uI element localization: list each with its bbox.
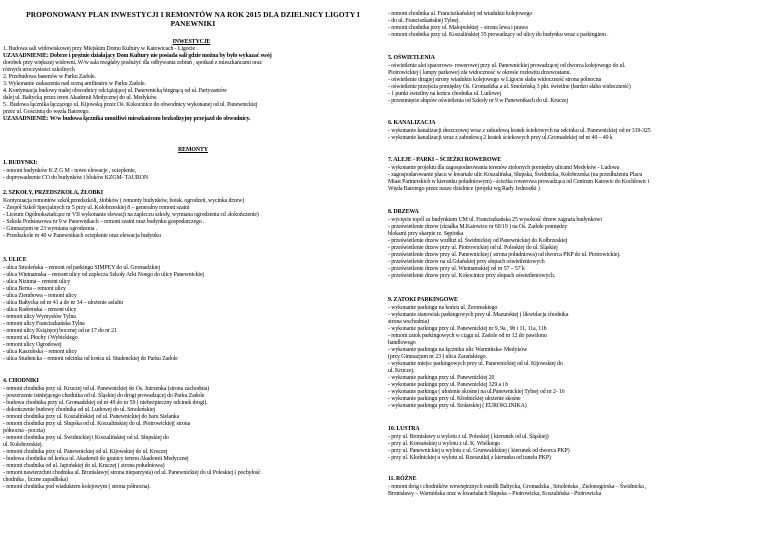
drzewa-line: - prześwietlenie drzew (działka M.Katowice nr 60/19 ) na Oś. Zadole pomiędzy xyxy=(388,224,568,230)
chodniki-line: - remont chodnika przy ul. Koszalińskiej od ul. Panewnickiej do baru Sielanka xyxy=(3,414,180,420)
budynki-line: - remont budynków K Z G M - nowe elewacje , ocieplenie, xyxy=(3,168,136,174)
ulice-line: - remont ulicy Wymysłów Tylna xyxy=(3,314,76,320)
chodniki-cont-line: - remont chodnika przy ul. Koszalińskiej 35 prowadzący od ulicy do budynku wraz z parkingiem . xyxy=(388,32,609,38)
parkingi-line: - wykonanie miejsc parkingowych przy ul. Panewnickiej od ul. Kijowskiej do xyxy=(388,361,563,367)
inwestycje-line: różnych uroczystości szkolnych xyxy=(3,67,75,73)
chodniki-cont-line: - remont chodnika ul. Franciszkańskiej od wiaduktu kolejowego xyxy=(388,11,533,17)
ulice-line: - ulica Bałtycka od nr 41 a do nr 34 – ułożenie asfaltu xyxy=(3,300,124,306)
drzewa-line: - prześwietlenie drzew przy ul. Piotrowickiej od ul. Poleskiej do ul. Śląskiej xyxy=(388,245,558,251)
inwestycje-line: 5 . Budowa łącznika łączącego ul. Kijowską przez Oś. Kokocinice do obwodnicy wykonanej od ul. Panewnickiej xyxy=(3,102,258,108)
ulice-line: - remont ulicy Franciszkańska Tylna xyxy=(3,321,85,327)
ulice-line: - remont ul. Płochy i Wybickiego xyxy=(3,335,78,341)
szkoly-heading: 2. SZKOŁY, PRZEDSZKOLA, ŻŁOBKI xyxy=(3,190,103,196)
ulice-line: - remont ulicy Książęcej bocznej od nr 17 do nr 21 xyxy=(3,328,117,334)
drzewa-line: blokami przy skarpie rz. Sępiotka xyxy=(388,231,464,237)
aleje-line: Węzła Batorego przez nasze dzielnice (projekt wg Rady Jednostki ) xyxy=(388,186,540,192)
szkoly-line: Kontynuacja remontów szkół,przedszkoli, żłobków ( remonty budynków, boisk. ogrodzeń, wycinka drzew) xyxy=(3,198,245,204)
oswietlenia-line: - oświetlenie alei spacerowo- rowerowej przy ul. Panewnickiej prowadzącej od dworca kolejowego do ul. xyxy=(388,63,626,69)
ulice-line: - ulica Kaszubska – remont ulicy xyxy=(3,349,77,355)
parkingi-line: - wykonanie stanowisk parkingowych przy ul. Mazurskiej ( likwidacja chodnika xyxy=(388,312,569,318)
kanalizacja-line: - wykonanie kanalizacji deszczowej wraz z zabudową kratek ściekowych na odcinku ul. Panewnickiej od nr 319-325 xyxy=(388,128,651,134)
lustra-line: - przy ul. Kłodnickiej u wylotu ul. Rzeszutki( z kierunku od tunelu PKP) xyxy=(388,455,551,461)
parkingi-line: - wykonanie parkingu przy ul. Stolarskiej ( EUROKLINIKA) xyxy=(388,403,527,409)
oswietlenia-line: - oświetlenie przejścia pomiędzy Oś. Gromadzka a ul. Smoleńską 3 pkt. świetlne (bardzo słaba widoczność) xyxy=(388,84,631,90)
parkingi-line: strona wschodnia) xyxy=(388,319,429,325)
chodniki-line: - remont chodnika od ul. Japońskiej do ul. Kruczej ( strona południowa) xyxy=(3,463,165,469)
szkoly-line: - Zespół Szkół Specjalnych nr 5 przy ul. Kołobrzeskiej 8 – generalny remont szatni xyxy=(3,205,190,211)
ulice-line: - ulica Smoleńska – remont od parkingu SIMPEY do ul. Gromadzkiej xyxy=(3,265,160,271)
drzewa-line: - prześwietlenie drzew przy ul. Panewnickiej ( strona południowa) od dworca PKP do ul. Piotrowickiej. xyxy=(388,252,621,258)
inwestycje-line: dalej ul. Bałtycką przez teren Akademii Medycznej do ul. Medyków. xyxy=(3,95,158,101)
ulice-line: - ulica Nizinna – remont ulicy xyxy=(3,279,71,285)
drzewa-line: - prześwietlenie drzew przy ul. Wietnamskiej od nr 57 – 57 k xyxy=(388,266,525,272)
kanalizacja-line: - wykonanie kanalizacji wraz z zabudową 2 kratek ściekowych przy ul.Gromadzkiej od nr 49 – 49 k xyxy=(388,135,613,141)
chodniki-cont-line: - remont chodnika przy ul. Małopolskiej – strona lewa i prawa xyxy=(388,25,528,31)
parkingi-heading: 9. ZATOKI PARKINGOWE xyxy=(388,297,458,303)
ulice-line: - ulica Ziembowa – remont ulicy xyxy=(3,293,77,299)
drzewa-line: - prześwietlenie drzew przy ul. Kokocinice przy słupach oświetleniowych. xyxy=(388,273,556,279)
aleje-heading: 7. ALEJE - PARKI – ŚCIEŻKI ROWEROWE xyxy=(388,157,502,163)
chodniki-cont-line: - do ul. Franciszkańskiej Tylnej. xyxy=(388,18,460,24)
szkoly-line: - Gimnazjum nr 23 wymiana ogrodzenia . xyxy=(3,226,98,232)
inwestycje-line: 2. Przebudowa basenów w Parku Zadole. xyxy=(3,74,96,80)
parkingi-line: - wykonanie parkingu przy ul. Panewnickiej 20 xyxy=(388,375,495,381)
chodniki-line: ul. Kołobrzeskiej. xyxy=(3,442,43,448)
oswietlenia-line: - przesunięcie słupów oświetlenia od Szkoły nr 9 w Panewnikach do ul. Kruczej xyxy=(388,98,569,104)
parkingi-line: - wykonanie parkingu przy ul. Kłodnickiej ułożenie skośne xyxy=(388,396,521,402)
kanalizacja-heading: 6. KANALIZACJA xyxy=(388,120,436,126)
oswietlenia-line: - 1 punkt świetlny na końcu chodnika ul. Ludowej xyxy=(388,91,501,97)
lustra-line: - przy ul. Panewnickiej u wylotu z ul. Grunwaldzkiej ( kierunek od dworca PKP) xyxy=(388,448,570,454)
oswietlenia-line: - oświetlenie drugiej strony wiaduktu kolejowego w Ligocie słaba widoczność strona północna xyxy=(388,77,602,83)
chodniki-line: - budowa chodnika od końca ul. Akademii do granicy terenu Akademii Medycznej xyxy=(3,456,189,462)
drzewa-line: - prześwietlenie drzew wzdłuż ul. Świdnickiej od Panewnickiej do Kołbrzeskiej xyxy=(388,238,568,244)
inwestycje-line: przez ul. Gościnną do węzła Batorego. xyxy=(3,109,90,115)
lustra-line: - przy ul. Koreańskiej u wylotu z ul. K. Wielkiego xyxy=(388,441,501,447)
inwestycje-line: 3. Wykonanie zadaszenia nad sceną amfiteatru w Parku Zadole. xyxy=(3,81,146,87)
drzewa-line: - prześwietlenie drzew na ul.Gdańskiej przy słupach oświetleniowych xyxy=(388,259,545,265)
oswietlenia-line: Piotrowickiej ( lampy parkowe) zła widoczność w okresie rozkwitu drzewostanu. xyxy=(388,70,571,76)
drzewa-line: - wycięcie topól za budynkiem UM ul. Franciszkańska 25 wysokość drzew zagraża budynkowi xyxy=(388,217,602,223)
parkingi-line: ul. Kruczej. xyxy=(388,368,415,374)
drzewa-heading: 8. DRZEWA xyxy=(388,209,419,215)
parkingi-line: handlowego xyxy=(388,340,416,346)
chodniki-heading: 4. CHODNIKI xyxy=(3,378,39,384)
remonty-heading: REMONTY xyxy=(178,147,208,153)
chodniki-line: - remont chodnika pod wiaduktem kolejowym ( strona północna). xyxy=(3,484,151,490)
inwestycje-line: UZASADNIENIE: Dobrze i prężnie działający Dom Kultury nie posiada sali gdzie można by było wykazać swój xyxy=(3,53,272,59)
ulice-line: - remont ulicy Ogrodowej xyxy=(3,342,62,348)
inwestycje-heading: INWESTYCJE xyxy=(172,39,211,45)
chodniki-line: - remont chodnika przy ul. Panewnickiej od ul. Kijowskiej do ul. Kruczej xyxy=(3,449,168,455)
document-title-line-1: PROPONOWANY PLAN INWESTYCJI I REMONTÓW NA ROK 2015 DLA DZIELNICY LIGOTY I xyxy=(26,10,360,19)
chodniki-line: - remont chodnika przy ul. Świdnickiej i Koszalińskiej od ul. Słupskiej do xyxy=(3,435,169,441)
rozne-line: Bronisławy – Warmińska oraz w kwartałach Słupska – Piotrowicka, Koszalińska - Piotrowicka xyxy=(388,491,602,497)
parkingi-line: - wykonanie parkingu przy ul. Panewnickiej 329 a i b xyxy=(388,382,509,388)
lustra-heading: 10. LUSTRA xyxy=(388,426,420,432)
parkingi-line: - wykonanie parkinga ( ułożenie skośne) na ul.Panewnickiej Tylnej od nr 2- 16 xyxy=(388,389,565,395)
inwestycje-line: 4. Kontynuacja budowy małej obwodnicy odciążającej ul. Panewnicką biegnącą od ul. Partyzantów xyxy=(3,88,227,94)
rozne-line: - remont dróg i chodników wewnętrznych osiedli Bałtycka, Gromadzka , Smoleńska , Zielonogórska – Świdnicka , xyxy=(388,484,647,490)
szkoly-line: - Liceum Ogólnokształcące nr VII wykonanie elewacji na zapleczu szkoły, wymiana ogrodzenia cd .dokończenie) xyxy=(3,212,259,218)
aleje-line: - zagospodarowanie placu w kwartale ulic Koszalińska, Słupska, Świdnicka, Kołobrzeska (na przedłużeniu Placu xyxy=(388,172,643,178)
szkoly-line: - Przedszkole nr 40 w Panewnikach ocieplenie oraz elewacja budynku xyxy=(3,233,161,239)
parkingi-line: - wykonanie parkingu przy ul. Panewnickiej nr 9, 9a , 9b i 11, 11a, 11b xyxy=(388,326,547,332)
budynki-line: - doprowadzenie CO do budynków i bloków KZGM- TAURON xyxy=(3,175,149,181)
szkoly-line: - Szkoła Podstawowa nr 9 w Panewnikach – remont szatni oraz budynku gospodarczego . xyxy=(3,219,205,225)
chodniki-line: - budowa chodnika przy ul. Gromadzkiej od nr 49 do nr 59 ( niebezpieczny odcinek drogi). xyxy=(3,400,208,406)
chodniki-line: - dokończenie budowy chodnika od ul. Ludowej do ul. Smoleńskiej xyxy=(3,407,155,413)
inwestycje-line: dorobek przy większej widowni..W/w sala mogłaby posłużyć dla odbywania zebrań , spotkań z mieszkańcami oraz xyxy=(3,60,262,66)
chodniki-line: chodnika , liczne zapadliska) xyxy=(3,477,68,483)
ulice-line: - ulica Wietnamska – remont ulicy od zaplecza Szkoły Arki Noego do ulicy Panewnickiej xyxy=(3,272,204,278)
parkingi-line: - wykonanie parkingu na końcu ul. Żeromskiego xyxy=(388,305,498,311)
parkingi-line: - wykonanie parkingu na łączniku ulic Warmińska- Medyków xyxy=(388,347,528,353)
chodniki-line: - remont chodnika przy ul. Słupska od ul. Koszalińskiej do ul. Piotrowickiej( strona xyxy=(3,421,191,427)
ulice-heading: 3. ULICE xyxy=(3,257,27,263)
chodniki-line: - remont chodnika przy ul. Kruczej od ul. Panewnickiej do Os. Jutrzenka (strona zachodnia) xyxy=(3,386,210,392)
oswietlenia-heading: 5. OŚWIETLENIA xyxy=(388,55,435,61)
budynki-heading: 1. BUDYNKI: xyxy=(3,160,38,166)
ulice-line: - ulica Berna – remont ulicy xyxy=(3,286,66,292)
chodniki-line: - poszerzenie istniejącego chodnika od ul. Śląskiej do drogi prowadzącej do Parku Zadole xyxy=(3,393,205,399)
inwestycje-line: 1. Budowa sali widowiskowej przy Miejskim Domu Kultury w Katowicach - Ligocie . xyxy=(3,46,198,52)
parkingi-line: - remont zatok parkingowych w ciągu ul. Zadole od nr 12 do pawilonu xyxy=(388,333,547,339)
parkingi-line: (przy Gimnazjum nr 23 ) ulica Zarańskiego. xyxy=(388,354,487,360)
aleje-line: - wykonanie projektu dla zagospodarowania terenów zielonych pomiędzy ulicami Medyków - Ludowa xyxy=(388,165,620,171)
ulice-line: - ulica Radomska – remont ulicy xyxy=(3,307,77,313)
chodniki-line: północna - poczta) xyxy=(3,428,45,434)
document-title-line-2: PANEWNIKI xyxy=(170,19,216,28)
aleje-line: Miast Partnerskich w kierunku południowym) - ścieżka rowerowa prowadząca od Centrum Katowic do Kochłowic i xyxy=(388,179,650,185)
chodniki-line: - remont nawierzchni chodnika ul. Bronisławy( strona nieparzysta) od ul. Panewnickiej do ul Poleskiej ( pochyłość xyxy=(3,470,261,476)
ulice-line: - ulica Studencka – remont odcinka od końca ul. Studenckiej do Parku Zadole xyxy=(3,356,178,362)
rozne-heading: 11. RÓŻNE xyxy=(388,476,417,482)
lustra-line: - przy ul. Bronisławy u wylotu z ul. Poleskiej ( kierunek od ul. Śląskiej) xyxy=(388,434,549,440)
inwestycje-line: UZASADNIENIE: W/w budowa łącznika umożliwi mieszkańcom bezkolizyjny przejazd do obwodnicy. xyxy=(3,116,251,122)
